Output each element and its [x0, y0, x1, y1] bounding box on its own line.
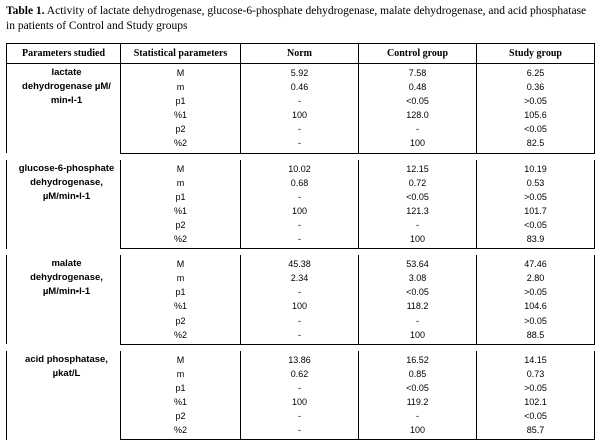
header-norm: Norm — [241, 44, 359, 64]
norm-value: 13.86 — [241, 351, 359, 367]
norm-value: - — [241, 190, 359, 204]
norm-value: 0.62 — [241, 367, 359, 381]
control-value: 3.08 — [359, 271, 477, 285]
norm-value: - — [241, 409, 359, 423]
stat-label: %1 — [121, 299, 241, 313]
norm-value: 0.46 — [241, 80, 359, 94]
norm-value: - — [241, 314, 359, 328]
norm-value: - — [241, 122, 359, 136]
control-value: 53.64 — [359, 255, 477, 271]
stat-label: M — [121, 351, 241, 367]
control-value: - — [359, 314, 477, 328]
table-row — [7, 255, 595, 271]
norm-value: 100 — [241, 299, 359, 313]
stat-label: M — [121, 255, 241, 271]
study-value: 0.53 — [477, 176, 595, 190]
stat-label: p1 — [121, 381, 241, 395]
study-value: 83.9 — [477, 232, 595, 249]
stat-label: M — [121, 64, 241, 81]
parameter-name: glucose-6-phosphate dehydrogenase, µM/min•l-1 — [7, 160, 121, 249]
table-row — [7, 64, 595, 81]
header-parameters: Parameters studied — [7, 44, 121, 64]
table-row — [7, 160, 595, 176]
norm-value: - — [241, 328, 359, 345]
study-value: <0.05 — [477, 122, 595, 136]
control-value: 121.3 — [359, 204, 477, 218]
norm-value: 0.68 — [241, 176, 359, 190]
stat-label: p2 — [121, 218, 241, 232]
table-body — [7, 64, 595, 440]
stat-label: p2 — [121, 409, 241, 423]
control-value: 100 — [359, 328, 477, 345]
study-value: >0.05 — [477, 285, 595, 299]
norm-value: 10.02 — [241, 160, 359, 176]
stat-label: %2 — [121, 423, 241, 440]
study-value: 10.19 — [477, 160, 595, 176]
study-value: 102.1 — [477, 395, 595, 409]
caption-text: Activity of lactate dehydrogenase, glucose-6-phosphate dehydrogenase, malate dehydrogenase, and acid phosphatase in patients of Control and Study groups — [6, 5, 587, 32]
study-value: >0.05 — [477, 94, 595, 108]
stat-label: %1 — [121, 395, 241, 409]
study-value: 0.36 — [477, 80, 595, 94]
norm-value: - — [241, 285, 359, 299]
results-table — [6, 43, 595, 440]
norm-value: - — [241, 423, 359, 440]
stat-label: p2 — [121, 314, 241, 328]
stat-label: %1 — [121, 108, 241, 122]
stat-label: %1 — [121, 204, 241, 218]
study-value: 6.25 — [477, 64, 595, 81]
control-value: - — [359, 218, 477, 232]
study-value: 2.80 — [477, 271, 595, 285]
control-value: <0.05 — [359, 381, 477, 395]
control-value: - — [359, 122, 477, 136]
norm-value: 100 — [241, 204, 359, 218]
stat-label: %2 — [121, 232, 241, 249]
stat-label: p1 — [121, 94, 241, 108]
control-value: <0.05 — [359, 190, 477, 204]
study-value: 104.6 — [477, 299, 595, 313]
control-value: 128.0 — [359, 108, 477, 122]
norm-value: 2.34 — [241, 271, 359, 285]
norm-value: 5.92 — [241, 64, 359, 81]
norm-value: 45.38 — [241, 255, 359, 271]
study-value: >0.05 — [477, 190, 595, 204]
norm-value: 100 — [241, 108, 359, 122]
stat-label: p1 — [121, 285, 241, 299]
header-row — [7, 44, 595, 64]
study-value: 14.15 — [477, 351, 595, 367]
header-statistical: Statistical parameters — [121, 44, 241, 64]
study-value: <0.05 — [477, 409, 595, 423]
norm-value: - — [241, 218, 359, 232]
stat-label: %2 — [121, 328, 241, 345]
norm-value: - — [241, 381, 359, 395]
control-value: <0.05 — [359, 285, 477, 299]
stat-label: %2 — [121, 136, 241, 153]
stat-label: p2 — [121, 122, 241, 136]
control-value: 100 — [359, 136, 477, 153]
table-row — [7, 351, 595, 367]
study-value: 0.73 — [477, 367, 595, 381]
study-value: 47.46 — [477, 255, 595, 271]
control-value: 0.85 — [359, 367, 477, 381]
stat-label: m — [121, 80, 241, 94]
control-value: 100 — [359, 423, 477, 440]
control-value: 119.2 — [359, 395, 477, 409]
study-value: 88.5 — [477, 328, 595, 345]
control-value: <0.05 — [359, 94, 477, 108]
norm-value: - — [241, 232, 359, 249]
header-study: Study group — [477, 44, 595, 64]
norm-value: - — [241, 94, 359, 108]
study-value: 82.5 — [477, 136, 595, 153]
stat-label: m — [121, 271, 241, 285]
control-value: 0.48 — [359, 80, 477, 94]
stat-label: m — [121, 176, 241, 190]
control-value: - — [359, 409, 477, 423]
control-value: 16.52 — [359, 351, 477, 367]
header-control: Control group — [359, 44, 477, 64]
table-caption — [6, 4, 592, 34]
study-value: >0.05 — [477, 314, 595, 328]
study-value: <0.05 — [477, 218, 595, 232]
study-value: 85.7 — [477, 423, 595, 440]
caption-label: Table 1. — [6, 5, 45, 17]
control-value: 7.58 — [359, 64, 477, 81]
parameter-name: lactate dehydrogenase µM/ min•l-1 — [7, 64, 121, 154]
study-value: 101.7 — [477, 204, 595, 218]
stat-label: M — [121, 160, 241, 176]
parameter-name: malate dehydrogenase, µM/min•l-1 — [7, 255, 121, 344]
stat-label: p1 — [121, 190, 241, 204]
control-value: 0.72 — [359, 176, 477, 190]
parameter-name: acid phosphatase, µkat/L — [7, 351, 121, 440]
study-value: >0.05 — [477, 381, 595, 395]
norm-value: - — [241, 136, 359, 153]
control-value: 118.2 — [359, 299, 477, 313]
stat-label: m — [121, 367, 241, 381]
study-value: 105.6 — [477, 108, 595, 122]
norm-value: 100 — [241, 395, 359, 409]
control-value: 100 — [359, 232, 477, 249]
control-value: 12.15 — [359, 160, 477, 176]
